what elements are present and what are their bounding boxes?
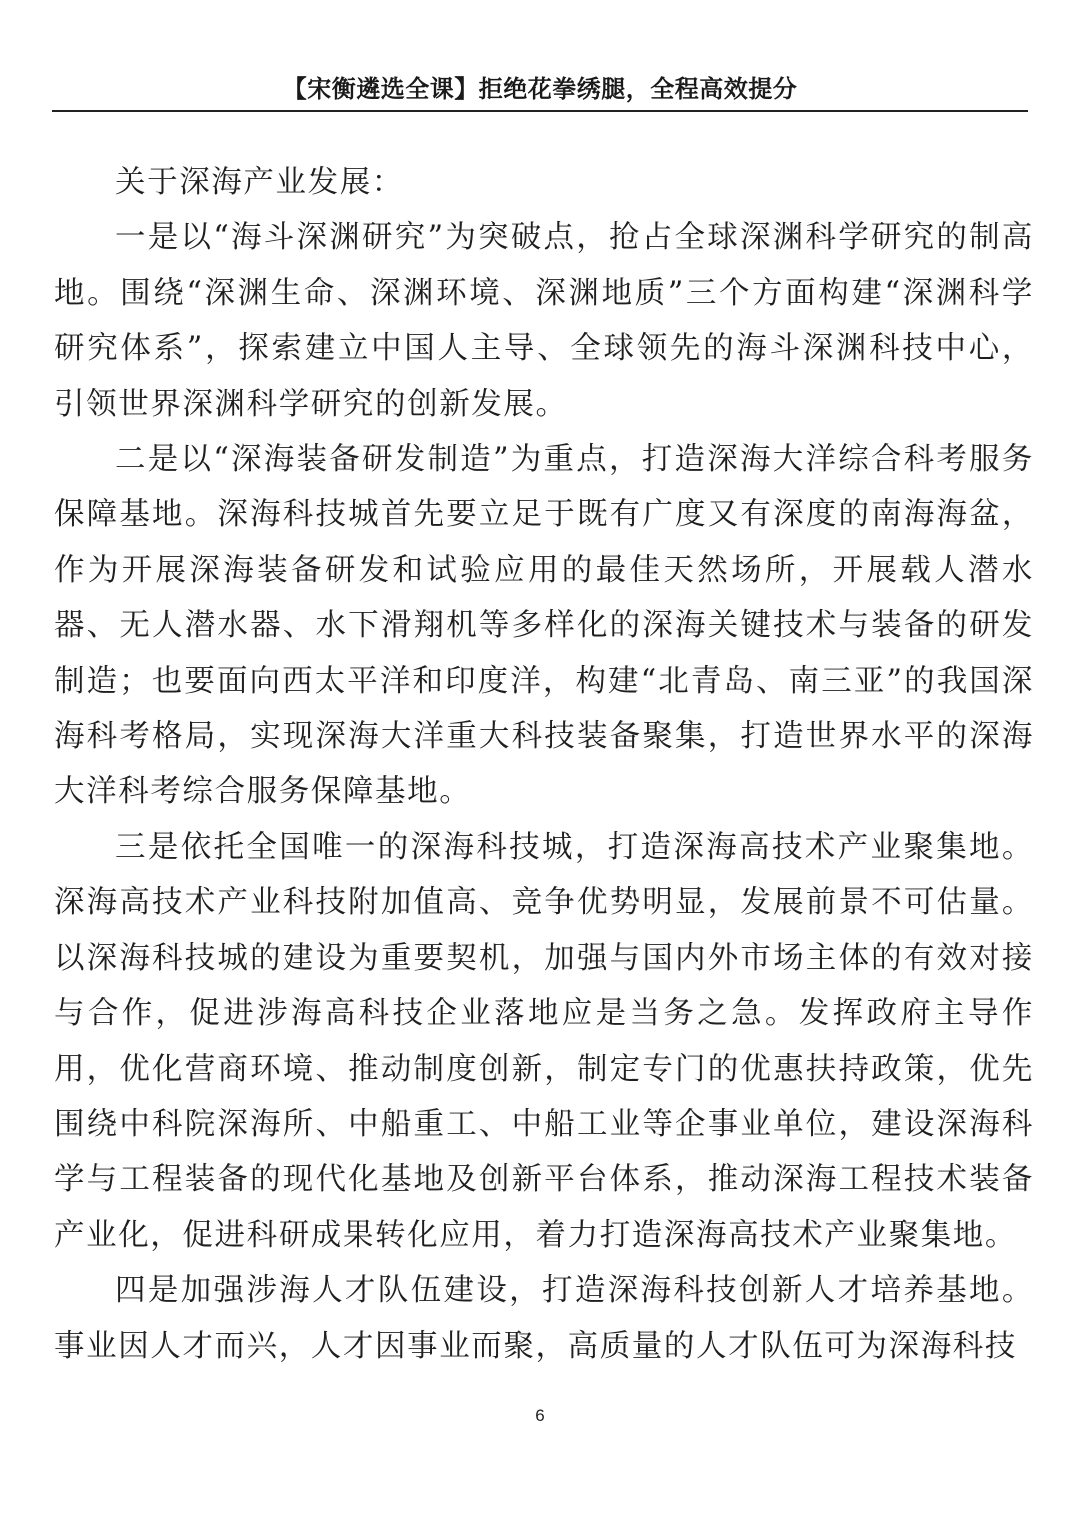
paragraph-point-two: 二是以“深海装备研发制造”为重点，打造深海大洋综合科考服务保障基地。深海科技城首先要立足于既有广度又有深度的南海海盆，作为开展深海装备研发和试验应用的最佳天然场所，开展载人潜水器、无人潜水器、水下滑翔机等多样化的深海关键技术与装备的研发制造；也要面向西太平洋和印度洋，构建“北青岛、南三亚”的我国深海科考格局，实现深海大洋重大科技装备聚集，打造世界水平的深海大洋科考综合服务保障基地。 <box>54 442 1034 810</box>
paragraph-point-one: 一是以“海斗深渊研究”为突破点，抢占全球深渊科学研究的制高地。围绕“深渊生命、深渊环境、深渊地质”三个方面构建“深渊科学研究体系”，探索建立中国人主导、全球领先的海斗深渊科技中心，引领世界深渊科学研究的创新发展。 <box>54 220 1034 422</box>
document-body <box>54 155 1034 1374</box>
paragraph-point-four: 四是加强涉海人才队伍建设，打造深海科技创新人才培养基地。事业因人才而兴，人才因事业而聚，高质量的人才队伍可为深海科技 <box>54 1273 1034 1364</box>
paragraph-intro: 关于深海产业发展： <box>115 165 404 200</box>
paragraph-point-three: 三是依托全国唯一的深海科技城，打造深海高技术产业聚集地。深海高技术产业科技附加值高、竞争优势明显，发展前景不可估量。以深海科技城的建设为重要契机，加强与国内外市场主体的有效对接与合作，促进涉海高科技企业落地应是当务之急。发挥政府主导作用，优化营商环境、推动制度创新，制定专门的优惠扶持政策，优先围绕中科院深海所、中船重工、中船工业等企事业单位，建设深海科学与工程装备的现代化基地及创新平台体系，推动深海工程技术装备产业化，促进科研成果转化应用，着力打造深海高技术产业聚集地。 <box>54 829 1034 1253</box>
header-title: 【宋衡遴选全课】拒绝花拳绣腿，全程高效提分 <box>282 75 798 103</box>
page-number: 6 <box>535 1406 545 1425</box>
page-header <box>52 70 1028 112</box>
